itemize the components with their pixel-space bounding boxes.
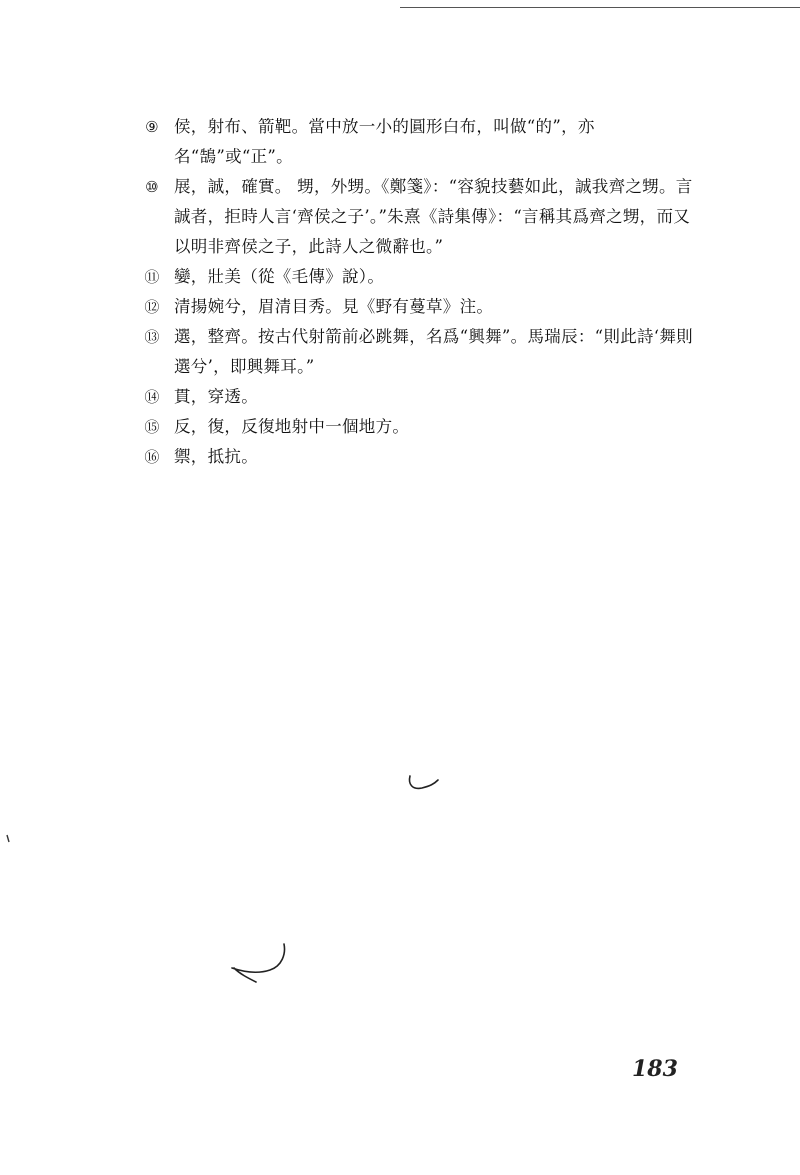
note-number: ⑯ bbox=[144, 448, 160, 466]
annotation-list bbox=[140, 112, 700, 472]
note-text: 禦，抵抗。 bbox=[174, 447, 258, 466]
note-number: ⑨ bbox=[145, 118, 159, 136]
note-text: 清揚婉兮，眉清目秀。見《野有蔓草》注。 bbox=[174, 297, 494, 316]
note-12 bbox=[140, 292, 700, 322]
pencil-mark-upper bbox=[404, 772, 444, 796]
note-10 bbox=[140, 172, 700, 262]
note-number: ⑪ bbox=[144, 268, 160, 286]
note-number: ⑭ bbox=[144, 388, 160, 406]
note-text: 反，復，反復地射中一個地方。 bbox=[174, 417, 410, 436]
note-number: ⑩ bbox=[145, 178, 159, 196]
note-text: 侯，射布、箭靶。當中放一小的圓形白布，叫做“的”，亦名“鵠”或“正”。 bbox=[174, 117, 595, 166]
note-text: 選，整齊。按古代射箭前必跳舞，名爲“興舞”。馬瑞辰：“則此詩‘舞則選兮’，即興舞耳。” bbox=[174, 327, 693, 376]
note-16 bbox=[140, 442, 700, 472]
pencil-mark-lower bbox=[226, 940, 296, 990]
note-text: 展，誠，確實。 甥，外甥。《鄭箋》：“容貌技藝如此，誠我齊之甥。言誠者，拒時人言‘齊侯之子’。”朱熹《詩集傳》：“言稱其爲齊之甥，而又以明非齊侯之子，此詩人之微辭也。” bbox=[174, 177, 693, 256]
note-number: ⑬ bbox=[144, 328, 160, 346]
note-14 bbox=[140, 382, 700, 412]
page-number: 183 bbox=[632, 1056, 678, 1082]
note-number: ⑫ bbox=[144, 298, 160, 316]
note-text: 孌，壯美（從《毛傳》說）。 bbox=[174, 267, 385, 286]
note-11 bbox=[140, 262, 700, 292]
note-13 bbox=[140, 322, 700, 382]
note-15 bbox=[140, 412, 700, 442]
margin-speck bbox=[4, 834, 12, 844]
note-text: 貫，穿透。 bbox=[174, 387, 258, 406]
top-rule bbox=[400, 7, 800, 8]
note-number: ⑮ bbox=[144, 418, 160, 436]
note-9 bbox=[140, 112, 700, 172]
